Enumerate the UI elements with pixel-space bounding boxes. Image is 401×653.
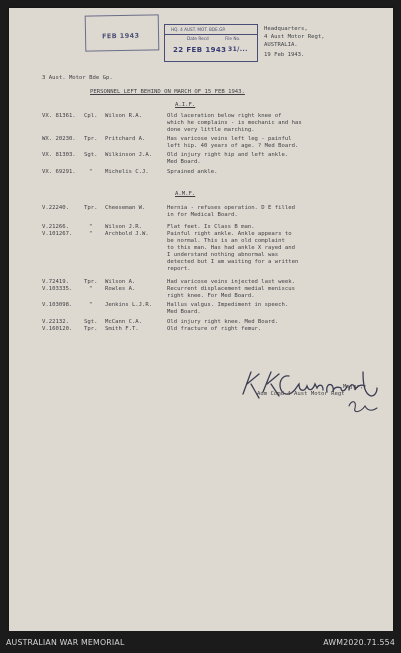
amf-row-rank: Tpr. [84, 279, 98, 285]
amf-row-desc: Hernia - refuses operation. D E filled [167, 205, 295, 211]
section-heading-aif: A.I.F. [175, 102, 196, 108]
aif-row-desc: Med Board. [167, 159, 201, 165]
amf-row-rank: " [89, 302, 93, 308]
aif-row-number: WX. 20230. [42, 136, 76, 142]
aif-row-desc: left hip. 40 years of age. ? Med Board. [167, 143, 299, 149]
amf-row-rank: Sgt. [84, 319, 98, 325]
amf-row-desc: I understand nothing abnormal was [167, 252, 279, 258]
amf-row-desc: Had varicose veins injected last week. [167, 279, 295, 285]
aif-row-rank: Tpr. [84, 136, 98, 142]
amf-row-name: Smith F.T. [105, 326, 139, 332]
amf-row-name: Wilson A. [105, 279, 136, 285]
amf-row-rank: Tpr. [84, 205, 98, 211]
aif-row-desc: Old laceration below right knee of [167, 113, 282, 119]
amf-row-name: Jenkins L.J.R. [105, 302, 153, 308]
aif-row-name: Wilkinson J.A. [105, 152, 153, 158]
aif-row-desc: Sprained ankle. [167, 169, 218, 175]
amf-row-rank: Tpr. [84, 326, 98, 332]
received-stamp-1 [85, 14, 160, 51]
aif-row-name: Wilson R.A. [105, 113, 143, 119]
aif-row-name: Michelis C.J. [105, 169, 149, 175]
aif-row-desc: which he complains - is mechanic and has [167, 120, 302, 126]
footer-institution: AUSTRALIAN WAR MEMORIAL [6, 638, 125, 647]
amf-row-rank: " [89, 286, 93, 292]
aif-row-rank: Sgt. [84, 152, 98, 158]
amf-row-number: V.21266. [42, 224, 69, 230]
addressee: 3 Aust. Motor Bde Gp. [42, 75, 113, 81]
header-date: 19 Feb 1943. [264, 52, 305, 58]
amf-row-number: V.101267. [42, 231, 73, 237]
stamp-2-file-no: 31/... [228, 46, 248, 53]
amf-row-desc: Old fracture of right femur. [167, 326, 262, 332]
stamp-2-date: 22 FEB 1943 [173, 46, 227, 54]
amf-row-number: V.160120. [42, 326, 73, 332]
aif-row-desc: done very little marching. [167, 127, 255, 133]
amf-row-number: V.22240. [42, 205, 69, 211]
amf-row-number: V.72419. [42, 279, 69, 285]
received-stamp-2 [164, 24, 258, 62]
stamp-2-col-file: File No. [225, 36, 241, 41]
amf-row-desc: Hallus valgus. Impediment in speech. [167, 302, 289, 308]
amf-row-desc: Med Board. [167, 309, 201, 315]
amf-row-desc: Old injury right knee. Med Board. [167, 319, 279, 325]
footer-accession-number: AWM2020.71.554 [323, 638, 395, 647]
amf-row-name: Archbold J.W. [105, 231, 149, 237]
stamp-2-col-date: Date Recd [187, 36, 209, 41]
section-heading-amf: A.M.F. [175, 191, 196, 197]
amf-row-number: V.22132. [42, 319, 69, 325]
amf-row-number: V.103098. [42, 302, 73, 308]
header-line-3: AUSTRALIA. [264, 42, 298, 48]
aif-row-number: VX. 81303. [42, 152, 76, 158]
amf-row-desc: right knee. For Med Board. [167, 293, 255, 299]
amf-row-desc: report. [167, 266, 191, 272]
amf-row-name: McCann C.A. [105, 319, 143, 325]
document-title: PERSONNEL LEFT BEHIND ON MARCH OF 15 FEB 1943. [90, 89, 245, 95]
amf-row-name: Rowles A. [105, 286, 136, 292]
amf-row-desc: Recurrent displacement medial meniscus [167, 286, 295, 292]
amf-row-rank: " [89, 231, 93, 237]
header-line-1: Headquarters, [264, 26, 308, 32]
amf-row-name: Wilson J.R. [105, 224, 143, 230]
aif-row-rank: " [89, 169, 93, 175]
amf-row-rank: " [89, 224, 93, 230]
amf-row-desc: Painful right ankle. Ankle appears to [167, 231, 292, 237]
header-line-2: 4 Aust Motor Regt, [264, 34, 325, 40]
signatory-rank: Major, [343, 384, 364, 390]
amf-row-desc: be normal. This is an old complaint [167, 238, 285, 244]
stamp-1-date: FEB 1943 [101, 31, 140, 41]
aif-row-desc: Old injury right hip and left ankle. [167, 152, 289, 158]
aif-row-name: Pritchard A. [105, 136, 146, 142]
footer-bar [0, 631, 401, 653]
amf-row-desc: detected but I am waiting for a written [167, 259, 299, 265]
aif-row-number: VX. 69291. [42, 169, 76, 175]
aif-row-number: VX. 81361. [42, 113, 76, 119]
document-page [9, 8, 393, 631]
signatory-title: Adm Comd 4 Aust Motor Regt [257, 391, 345, 397]
amf-row-name: Cheeseman W. [105, 205, 146, 211]
stamp-2-header: HQ. 4 AUST. MOT. BDE.GP. [171, 27, 226, 32]
aif-row-rank: Cpl. [84, 113, 98, 119]
amf-row-desc: Flat feet. Is Class B man. [167, 224, 255, 230]
amf-row-number: V.103335. [42, 286, 73, 292]
aif-row-desc: Has varicose veins left leg - painful [167, 136, 292, 142]
amf-row-desc: to this man. Has had ankle X rayed and [167, 245, 295, 251]
stamp-2-rule [165, 34, 257, 35]
amf-row-desc: in for Medical Board. [167, 212, 238, 218]
